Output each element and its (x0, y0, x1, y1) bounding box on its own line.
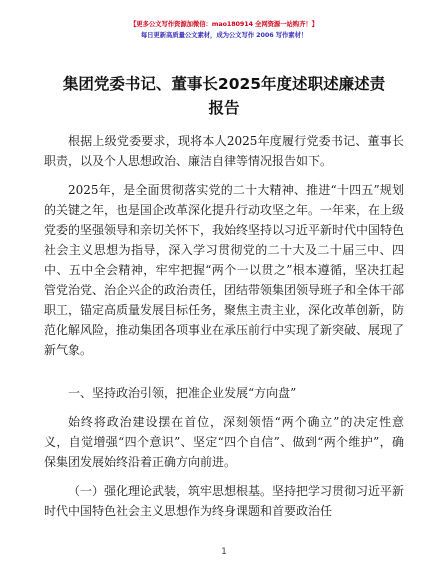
document-title-line-1: 集团党委书记、董事长2025年度述职述廉述责 (62, 75, 386, 93)
paragraph-intro: 根据上级党委要求，现将本人2025年度履行党委书记、董事长职责，以及个人思想政治、廉洁自律等情况报告如下。 (44, 134, 404, 168)
promo-banner-line-1: 【更多公文写作资源加微信：mao180914 全网资源一站购齐！】 (130, 20, 318, 28)
section-heading-1: 一、坚持政治引领，把准企业发展“方向盘” (68, 386, 297, 400)
document-body-3 (44, 383, 404, 403)
document-body-5 (44, 481, 404, 521)
page-number: 1 (221, 547, 227, 557)
document-body-2 (44, 180, 404, 360)
paragraph-overview: 2025年，是全面贯彻落实党的二十大精神、推进“十四五”规划的关键之年，也是国企改革深化提升行动攻坚之年。一年来，在上级党委的坚强领导和亲切关怀下，我始终坚持以习近平新时代中国特色社会主义思想为指导，深入学习贯彻党的二十大及二十届三中、四中、五中全会精神，牢牢把握“两个一以贯之”根本遵循，坚决扛起管党治党、治企兴企的政治责任，团结带领集团领导班子和全体干部职工，锚定高质量发展目标任务，聚焦主责主业，深化改革创新，防范化解风险，推动集团各项事业在承压前行中实现了新突破、展现了新气象。 (44, 183, 405, 357)
paragraph-political-building: 始终将政治建设摆在首位，深刻领悟“两个确立”的决定性意义，自觉增强“四个意识”、坚定“四个自信”、做到“两个维护”，确保集团发展始终沿着正确方向前进。 (44, 415, 404, 469)
subsection-heading-1: （一）强化理论武装，筑牢思想根基。坚持把学习贯彻习近平新时代中国特色社会主义思想作为终身课题和首要政治任 (44, 484, 405, 518)
document-title-line-2: 报告 (208, 99, 240, 117)
document-body (44, 131, 404, 171)
promo-banner-line-2: 每日更新高质量公文素材，成为公文写作 2006 写作素材！ (140, 31, 308, 39)
document-body-4 (44, 412, 404, 472)
document-title (40, 72, 408, 120)
